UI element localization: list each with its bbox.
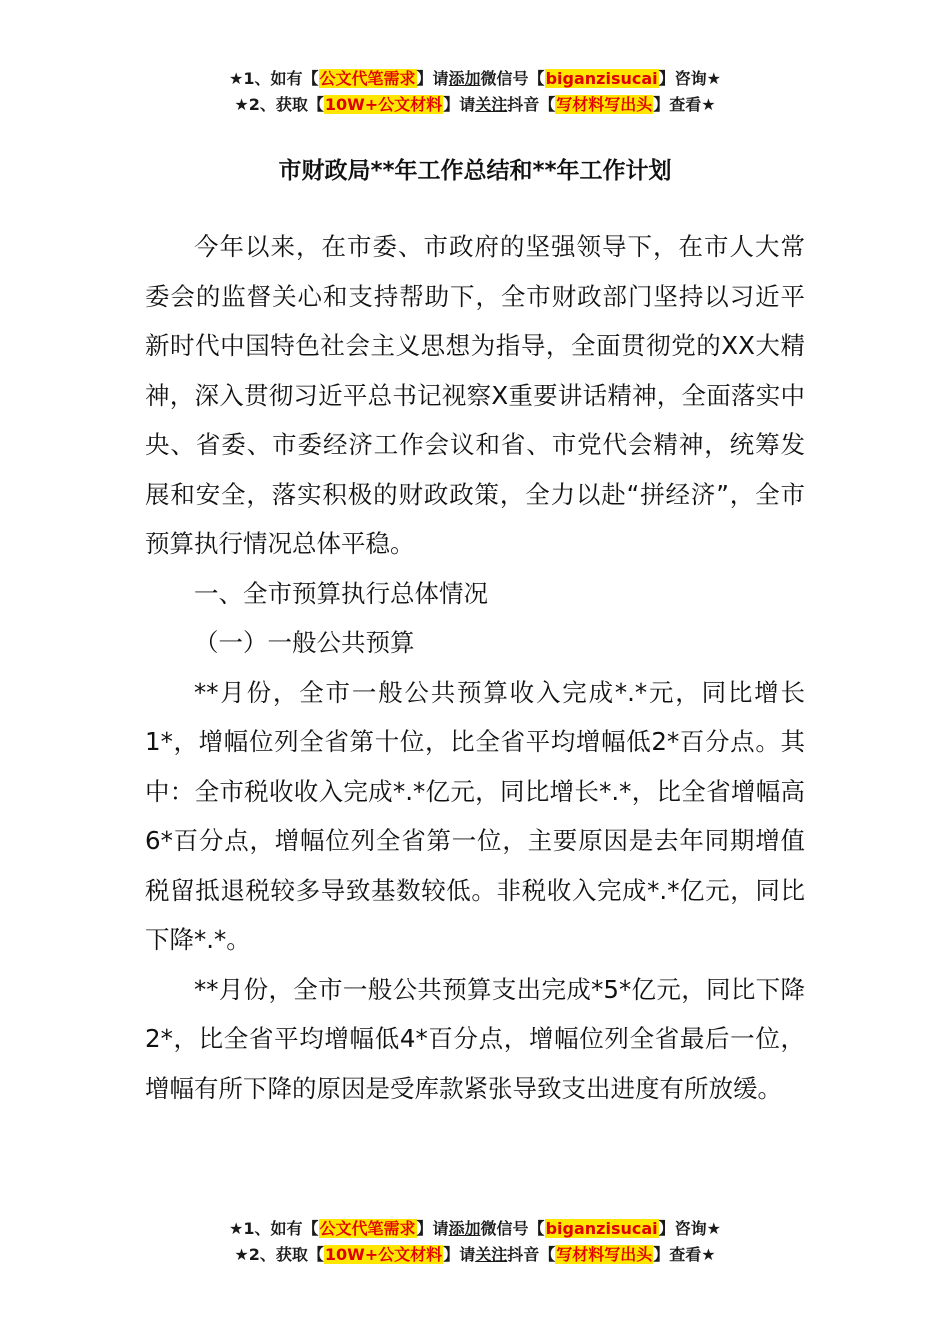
promo-text: 微信号【	[480, 69, 545, 88]
promo-underline: 添加	[448, 69, 481, 88]
promo-highlight: 10W+公文材料	[324, 1245, 443, 1264]
promo-line-2	[0, 92, 950, 118]
document-title: 市财政局**年工作总结和**年工作计划	[278, 158, 672, 184]
paragraph-intro: 今年以来，在市委、市政府的坚强领导下，在市人大常委会的监督关心和支持帮助下，全市财政部门坚持以习近平新时代中国特色社会主义思想为指导，全面贯彻党的XX大精神，深入贯彻习近平总书记视察X重要讲话精神，全面落实中央、省委、市委经济工作会议和省、市党代会精神，统筹发展和安全，落实积极的财政政策，全力以赴“拼经济”，全市预算执行情况总体平稳。	[145, 232, 805, 558]
section-heading: 一、全市预算执行总体情况	[194, 578, 488, 608]
paragraph-expenditure: **月份，全市一般公共预算支出完成*5*亿元，同比下降2*，比全省平均增幅低4*百分点，增幅位列全省最后一位，增幅有所下降的原因是受库款紧张导致支出进度有所放缓。	[145, 974, 805, 1103]
promo-text: 】咨询★	[658, 1219, 721, 1238]
promo-text: ★2、获取【	[234, 95, 324, 114]
promo-text: ★2、获取【	[234, 1245, 324, 1264]
promo-text: 抖音【	[507, 95, 556, 114]
promo-text: 】请	[443, 95, 476, 114]
promo-douyin-id: 写材料写出头	[556, 1245, 653, 1264]
paragraph-revenue: **月份，全市一般公共预算收入完成*.*元，同比增长1*，增幅位列全省第十位，比全省平均增幅低2*百分点。其中：全市税收收入完成*.*亿元，同比增长*.*，比全省增幅高6*百分点，增幅位列全省第一位，主要原因是去年同期增值税留抵退税较多导致基数较低。非税收入完成*.*亿元，同比下降*.*。	[145, 677, 805, 954]
promo-wechat-id: biganzisucai	[545, 1219, 658, 1238]
subsection-heading: （一）一般公共预算	[194, 628, 415, 657]
promo-line-1	[0, 66, 950, 92]
promo-highlight: 10W+公文材料	[324, 95, 443, 114]
promo-text: 】查看★	[653, 1245, 716, 1264]
promo-banner-top	[0, 66, 950, 118]
promo-underline: 添加	[448, 1219, 481, 1238]
promo-highlight: 公文代笔需求	[319, 1219, 416, 1238]
promo-text: 微信号【	[480, 1219, 545, 1238]
promo-text: 】请	[443, 1245, 476, 1264]
promo-line-2	[0, 1242, 950, 1268]
promo-text: ★1、如有【	[229, 69, 319, 88]
document-body	[145, 222, 805, 1113]
promo-douyin-id: 写材料写出头	[556, 95, 653, 114]
promo-text: 】请	[416, 1219, 449, 1238]
promo-wechat-id: biganzisucai	[545, 69, 658, 88]
promo-text: 】查看★	[653, 95, 716, 114]
promo-underline: 关注	[475, 95, 508, 114]
promo-text: 】咨询★	[658, 69, 721, 88]
promo-underline: 关注	[475, 1245, 508, 1264]
promo-line-1	[0, 1216, 950, 1242]
promo-highlight: 公文代笔需求	[319, 69, 416, 88]
promo-text: ★1、如有【	[229, 1219, 319, 1238]
promo-text: 】请	[416, 69, 449, 88]
promo-banner-bottom	[0, 1216, 950, 1268]
promo-text: 抖音【	[507, 1245, 556, 1264]
